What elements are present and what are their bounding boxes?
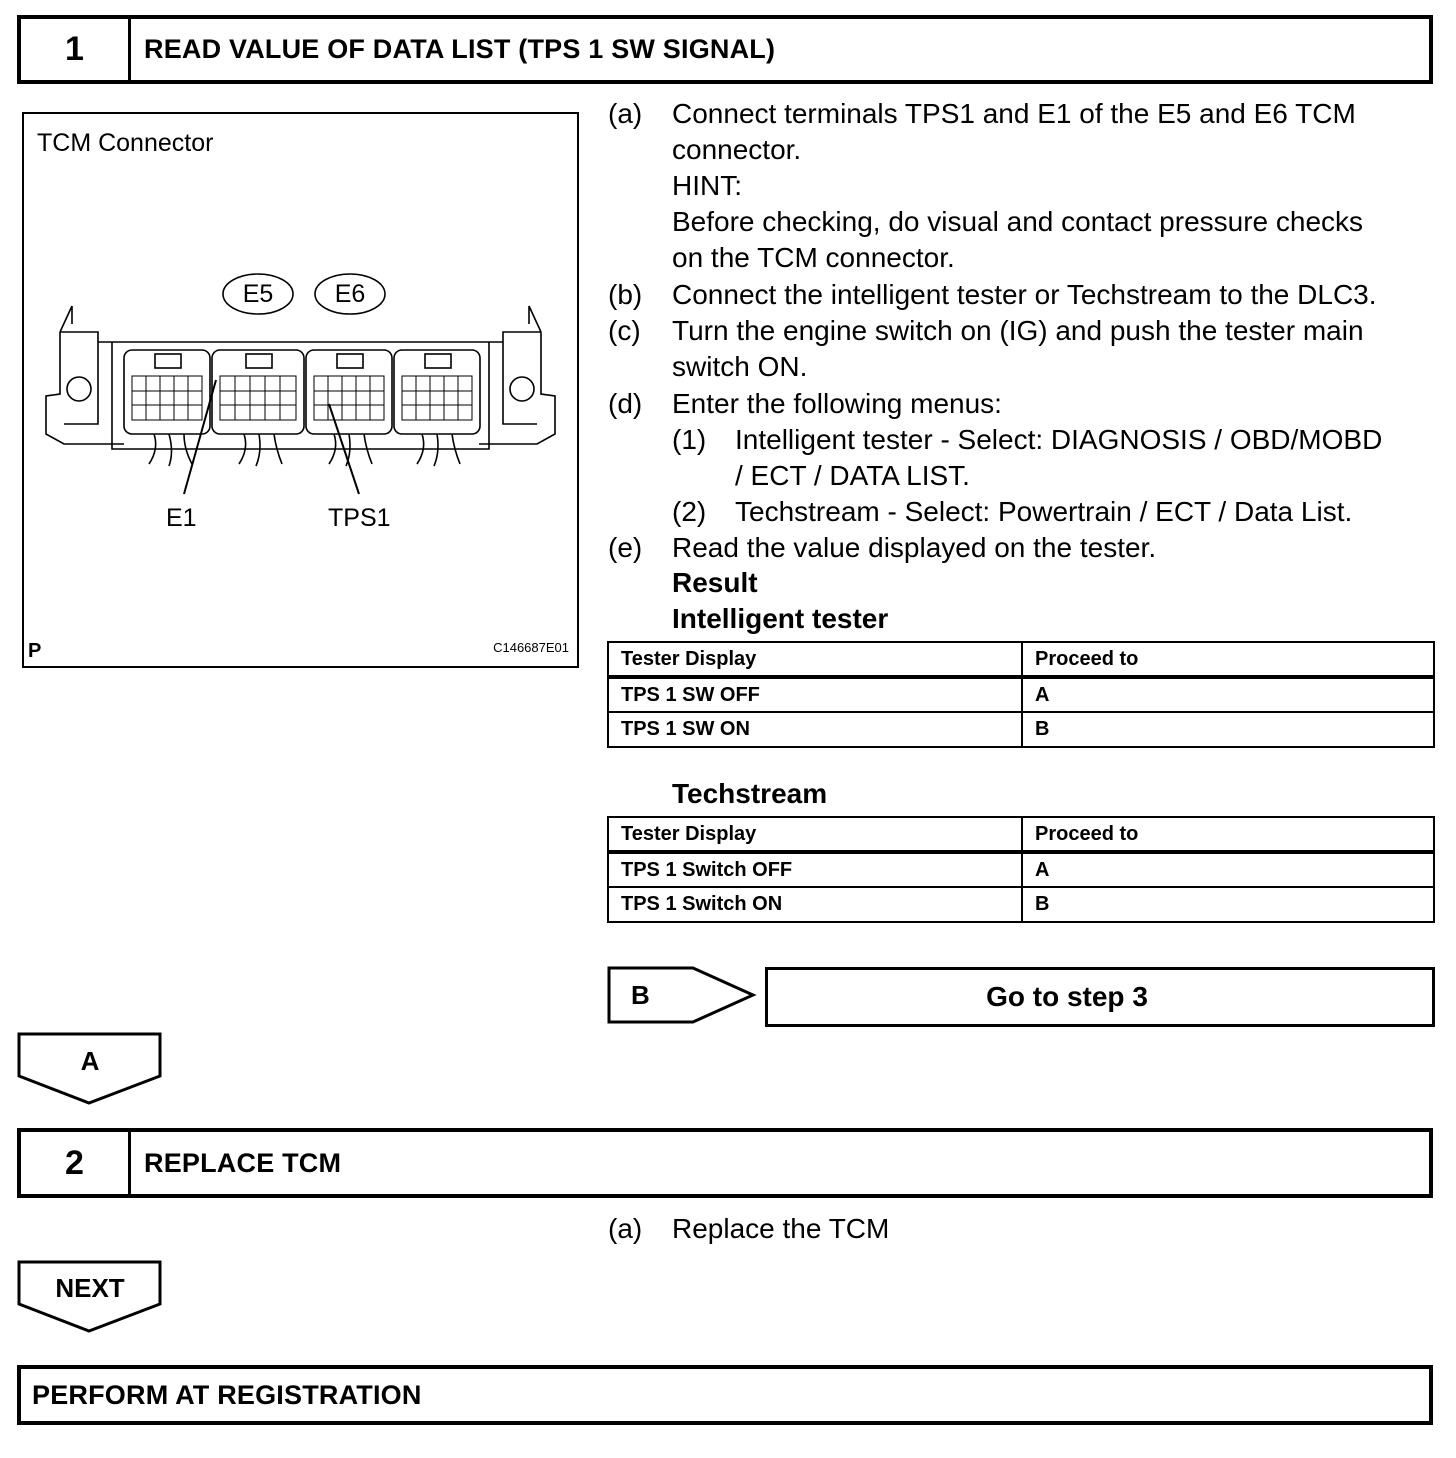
instruction-label: (a): [608, 98, 643, 129]
table-header-row: [608, 642, 1434, 677]
instruction-label: (a): [608, 1213, 643, 1244]
next-label: NEXT: [55, 1273, 125, 1303]
table-cell: TPS 1 SW OFF: [608, 677, 1022, 712]
column-header: Tester Display: [608, 642, 1022, 677]
step-title: REPLACE TCM: [144, 1147, 342, 1178]
instruction-line: connector.: [672, 134, 802, 165]
go-to-step-label: Go to step 3: [986, 981, 1148, 1012]
techstream-heading: Techstream: [672, 778, 828, 809]
instruction-line: Intelligent tester - Select: DIAGNOSIS / OBD/MOBD: [735, 424, 1383, 455]
go-to-step-3-box: [765, 967, 1435, 1027]
step-number: 1: [21, 19, 131, 80]
step-1-header: [17, 15, 1433, 84]
column-header: Tester Display: [608, 817, 1022, 852]
instruction-line: switch ON.: [672, 351, 808, 382]
instruction-label: (2): [672, 496, 707, 527]
table-cell: TPS 1 Switch OFF: [608, 852, 1022, 887]
instruction-label: (e): [608, 532, 643, 563]
step-title: READ VALUE OF DATA LIST (TPS 1 SW SIGNAL): [144, 34, 776, 64]
table-cell: A: [1022, 677, 1434, 712]
final-step-box: [17, 1365, 1433, 1425]
instruction-line: Connect the intelligent tester or Techstream to the DLC3.: [672, 279, 1377, 310]
instruction-label: (1): [672, 424, 707, 455]
intelligent-tester-table: [607, 641, 1435, 748]
techstream-table: [607, 816, 1435, 923]
instruction-line: Replace the TCM: [672, 1213, 890, 1244]
branch-a-label: A: [80, 1046, 100, 1076]
instruction-label: (d): [608, 388, 643, 419]
table-cell: B: [1022, 712, 1434, 747]
column-header: Proceed to: [1022, 817, 1434, 852]
instruction-label: (c): [608, 315, 641, 346]
figure-title: TCM Connector: [37, 129, 214, 157]
result-label: Result: [672, 567, 758, 598]
figure-corner-mark: P: [28, 640, 42, 662]
instruction-line: Enter the following menus:: [672, 388, 1002, 419]
column-header: Proceed to: [1022, 642, 1434, 677]
table-row: [608, 712, 1434, 747]
table-cell: TPS 1 SW ON: [608, 712, 1022, 747]
instruction-line: Before checking, do visual and contact pressure checks: [672, 206, 1364, 237]
instruction-line: Turn the engine switch on (IG) and push the tester main: [672, 315, 1364, 346]
instruction-line: / ECT / DATA LIST.: [735, 460, 970, 491]
table-cell: B: [1022, 887, 1434, 922]
connector-drawing: [24, 114, 577, 666]
instruction-line: on the TCM connector.: [672, 242, 955, 273]
figure-id: C146687E01: [493, 640, 569, 655]
instruction-line: Connect terminals TPS1 and E1 of the E5 and E6 TCM: [672, 98, 1356, 129]
table-row: [608, 677, 1434, 712]
branch-b-label: B: [631, 980, 650, 1010]
connector-label-e5: E5: [242, 280, 274, 308]
table-header-row: [608, 817, 1434, 852]
final-step-title: PERFORM AT REGISTRATION: [32, 1379, 422, 1410]
step-2-header: [17, 1128, 1433, 1198]
intelligent-tester-heading: Intelligent tester: [672, 603, 889, 634]
pin-label-e1: E1: [166, 504, 197, 532]
instruction-line: Read the value displayed on the tester.: [672, 532, 1157, 563]
connector-label-e6: E6: [334, 280, 366, 308]
table-cell: TPS 1 Switch ON: [608, 887, 1022, 922]
instruction-label: (b): [608, 279, 643, 310]
tcm-connector-figure: [22, 112, 579, 668]
branch-b-arrow: [607, 966, 757, 1024]
step-number: 2: [21, 1132, 131, 1194]
pin-label-tps1: TPS1: [328, 504, 391, 532]
instruction-line: Techstream - Select: Powertrain / ECT / Data List.: [735, 496, 1353, 527]
table-cell: A: [1022, 852, 1434, 887]
table-row: [608, 887, 1434, 922]
hint-label: HINT:: [672, 170, 742, 201]
table-row: [608, 852, 1434, 887]
